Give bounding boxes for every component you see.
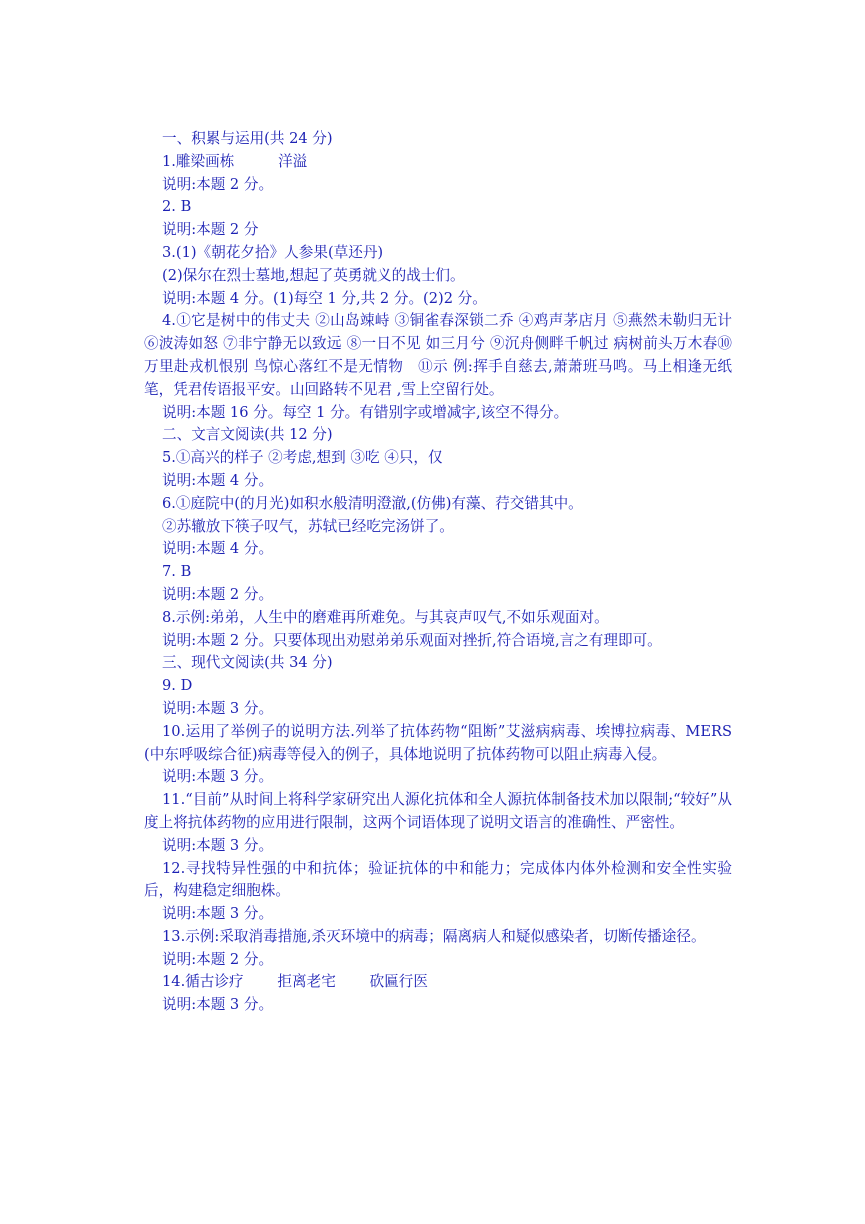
answer-line: 7. B	[162, 563, 192, 581]
answer-paragraph: 11.“目前”从时间上将科学家研究出人源化抗体和全人源抗体制备技术加以限制;“较好”从度上将抗体药物的应用进行限制，这两个词语体现了说明文语言的准确性、严密性。	[144, 791, 732, 831]
note-line: 说明:本题 2 分。	[162, 585, 274, 603]
answer-line: (2)保尔在烈士墓地,想起了英勇就义的战士们。	[162, 266, 465, 284]
section-heading: 一、积累与运用(共 24 分)	[162, 130, 333, 147]
note-line: 说明:本题 3 分。	[162, 836, 274, 854]
answer-paragraph: 12.寻找特异性强的中和抗体；验证抗体的中和能力；完成体内体外检测和安全性实验后，构建稳定细胞株。	[144, 859, 732, 900]
answer-line: 2. B	[162, 198, 192, 216]
note-line: 说明:本题 2 分	[162, 221, 259, 239]
note-line: 说明:本题 4 分。	[162, 540, 274, 558]
answer-paragraph: 13.示例:采取消毒措施,杀灭环境中的病毒；隔离病人和疑似感染者，切断传播途径。	[162, 927, 706, 945]
answer-paragraph: 10.运用了举例子的说明方法.列举了抗体药物“阻断”艾滋病病毒、埃博拉病毒、MERS(中东呼吸综合征)病毒等侵入的例子，具体地说明了抗体药物可以阻止病毒入侵。	[144, 722, 732, 763]
answer-line: 14.循古诊疗 拒离老宅 砍匾行医	[162, 973, 428, 991]
note-line: 说明:本题 3 分。	[162, 699, 274, 717]
note-line: 说明:本题 3 分。	[162, 905, 274, 923]
note-line: 说明:本题 4 分。	[162, 471, 274, 489]
answer-line: 5.①高兴的样子 ②考虑,想到 ③吃 ④只，仅	[162, 449, 443, 467]
note-line: 说明:本题 4 分。(1)每空 1 分,共 2 分。(2)2 分。	[162, 289, 487, 307]
answer-paragraph: 4.①它是树中的伟丈夫 ②山岛竦峙 ③铜雀春深锁二乔 ④鸡声茅店月 ⑤燕然未勒归无计⑥波涛如怒 ⑦非宁静无以致远 ⑧一日不见 如三月兮 ⑨沉舟侧畔千帆过 病树前头万木春⑩万里赴戎机恨别 鸟惊心落红不是无情物 ⑪示 例:挥手自慈去,萧萧班马鸣。马上相逢无纸笔，凭君传语报平安。山回路转不见君 ,雪上空留行处。	[144, 312, 732, 398]
answer-line: 1.雕梁画栋 洋溢	[162, 152, 308, 170]
note-line: 说明:本题 16 分。每空 1 分。有错别字或增减字,该空不得分。	[162, 403, 569, 421]
answer-key-content	[144, 128, 732, 1017]
section-heading: 三、现代文阅读(共 34 分)	[162, 654, 333, 672]
answer-line: 3.(1)《朝花夕拾》人参果(草还丹)	[162, 243, 384, 261]
note-line: 说明:本题 2 分。	[162, 950, 274, 968]
note-line: 说明:本题 3 分。	[162, 996, 274, 1014]
answer-line: 6.①庭院中(的月光)如积水般清明澄澈,(仿佛)有藻、荇交错其中。	[162, 494, 583, 512]
answer-line: 8.示例:弟弟，人生中的磨难再所难免。与其哀声叹气,不如乐观面对。	[162, 608, 609, 626]
note-line: 说明:本题 2 分。只要体现出劝慰弟弟乐观面对挫折,符合语境,言之有理即可。	[162, 631, 662, 649]
answer-line: 9. D	[162, 677, 193, 695]
note-line: 说明:本题 3 分。	[162, 768, 274, 786]
answer-line: ②苏辙放下筷子叹气，苏轼已经吃完汤饼了。	[162, 517, 454, 535]
note-line: 说明:本题 2 分。	[162, 175, 274, 193]
section-heading: 二、文言文阅读(共 12 分)	[162, 426, 333, 444]
